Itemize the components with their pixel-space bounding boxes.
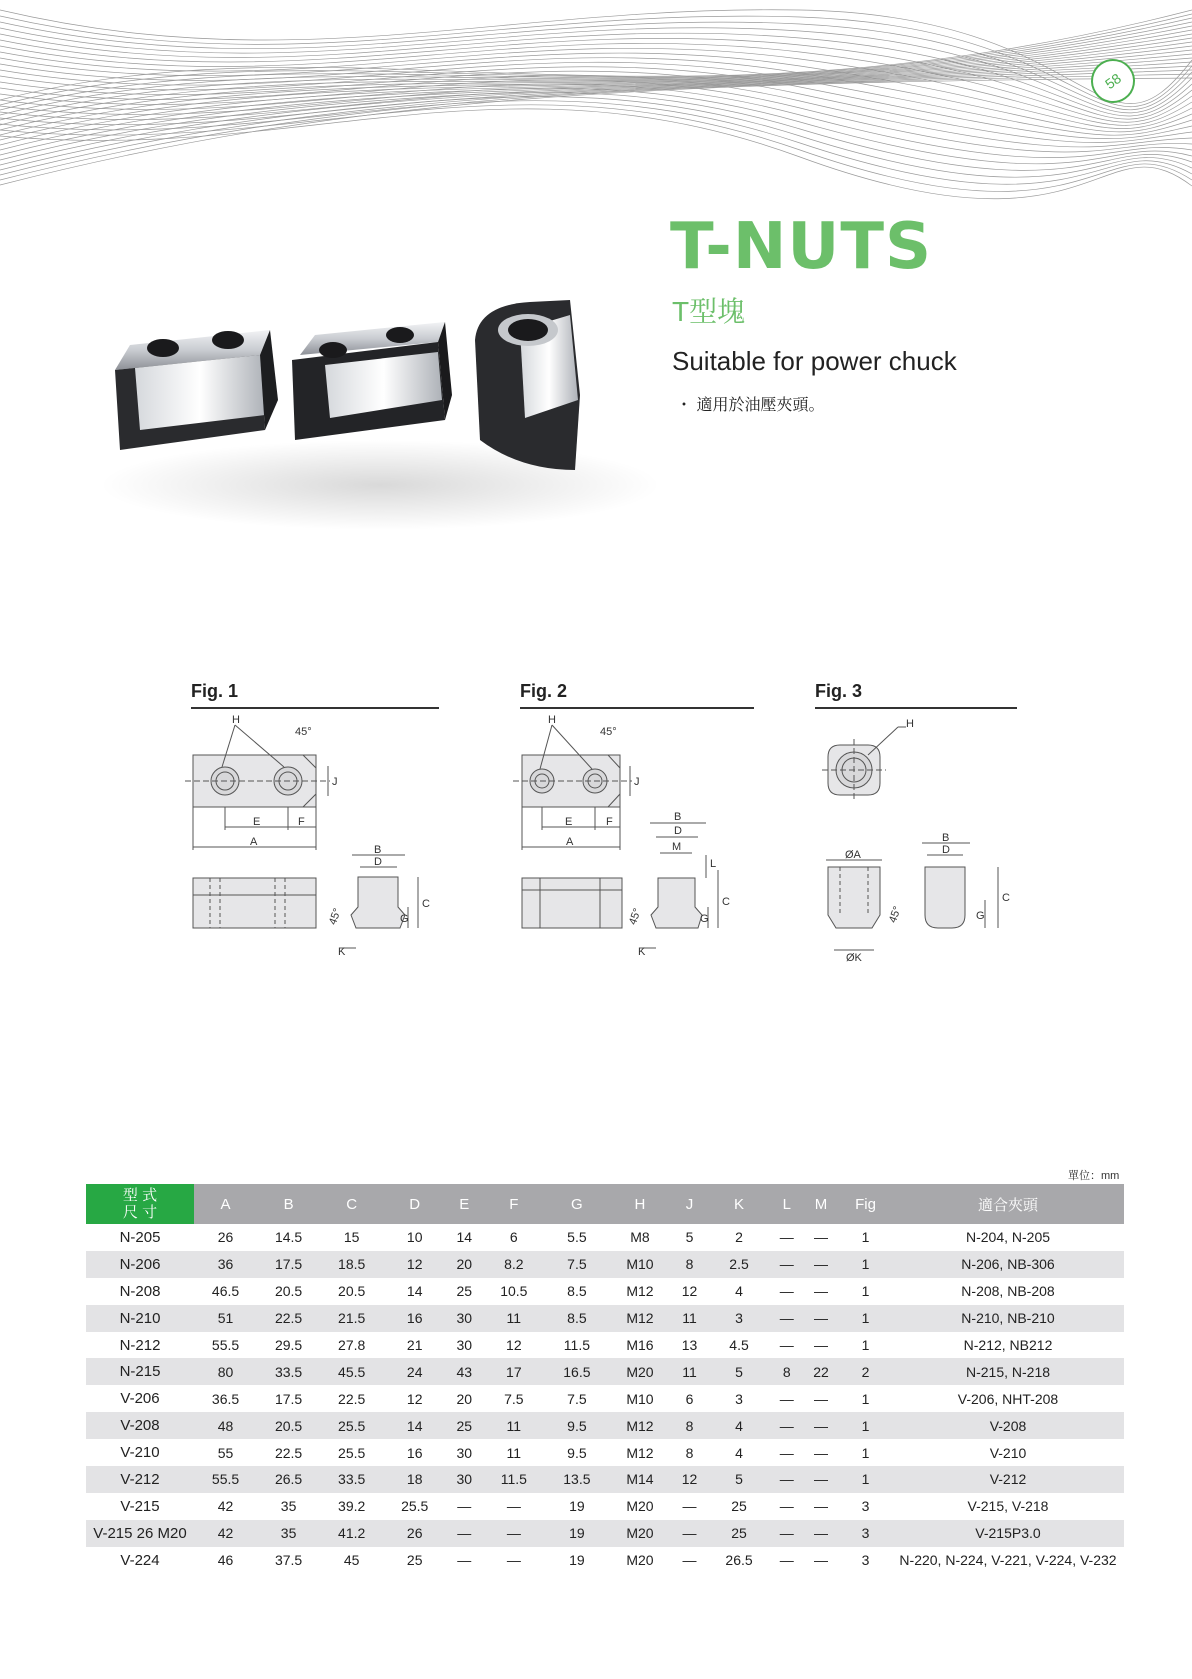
row-model: V-210 [120,1444,160,1462]
table-row [86,1547,1124,1574]
table-cell: 42 [194,1520,257,1547]
col-header-c: C [320,1184,383,1224]
table-cell: 33.5 [320,1466,383,1493]
fig2-label-d: D [674,825,682,837]
table-cell: M12 [626,1444,654,1461]
table-cell: — [813,1498,828,1515]
table-cell: M16 [626,1337,654,1353]
table-cell: 51 [194,1305,257,1332]
table-cell: 1 [861,1283,870,1300]
table-cell: — [813,1283,828,1300]
table-cell: 4.5 [729,1337,749,1353]
fig2-label-e: E [565,816,573,828]
table-cell: N-206, NB-306 [892,1251,1124,1278]
fig2-label-c: C [722,896,730,908]
t-nut-photo-2 [292,322,452,440]
col-header-j: J [671,1184,707,1224]
table-cell: 1 [839,1466,892,1493]
table-cell: 39.2 [338,1498,366,1515]
page-number: 58 [1102,69,1124,93]
table-cell: 5 [708,1358,771,1385]
table-row [86,1412,1124,1439]
table-cell: 1 [839,1412,892,1439]
fig2-label-h: H [548,715,556,726]
table-cell: 11 [482,1412,545,1439]
table-cell: 2.5 [708,1251,771,1278]
wave-line [0,97,1192,178]
fig1-title: Fig. 1 [191,681,239,701]
table-cell: 6 [509,1229,518,1246]
table-cell: 1 [839,1305,892,1332]
t-nut-photo-3 [475,300,580,470]
table-cell: 16 [383,1305,446,1332]
table-corner-header [86,1184,194,1224]
table-cell: V-215, V-218 [967,1498,1049,1515]
fig2-label-angle: 45° [600,726,617,738]
table-cell: 4 [735,1444,743,1461]
col-header-chuck: 適合夾頭 [892,1184,1124,1224]
table-cell: M20 [626,1552,654,1569]
table-cell: 12 [681,1283,698,1300]
fig3-label-g: G [976,910,985,922]
fig2-label-a: A [566,836,574,848]
table-cell: — [682,1498,697,1515]
table-row [86,1439,1124,1466]
table-cell: 45.5 [320,1358,383,1385]
table-cell: V-212 [892,1466,1124,1493]
fig2-label-k: K [638,946,646,958]
table-cell: 30 [456,1444,473,1461]
fig1-label-d: D [374,856,382,868]
table-body [86,1224,1124,1574]
table-cell: — [482,1520,545,1547]
table-cell: — [506,1498,521,1515]
table-cell: N-204, N-205 [965,1229,1051,1246]
table-cell: 11 [671,1358,707,1385]
table-cell: — [803,1305,839,1332]
table-cell: 8 [671,1412,707,1439]
fig3-underline [815,707,1017,709]
table-cell: 11.5 [563,1337,590,1353]
fig2-label-b: B [674,811,682,823]
col-header-f: F [482,1184,545,1224]
wave-line [0,66,1192,170]
table-cell: 8.5 [567,1283,587,1300]
fig1-label-h: H [232,715,240,726]
fig2-label-g: G [700,913,709,925]
table-cell: 46 [217,1552,234,1569]
table-cell: 3 [839,1520,892,1547]
table-cell: 42 [217,1498,234,1515]
table-cell: 3 [861,1498,870,1515]
table-cell: 55 [217,1444,234,1461]
fig2-label-l: L [710,858,717,870]
table-cell: 17 [482,1358,545,1385]
t-nuts-product-photo [100,300,660,560]
table-cell: 30 [446,1305,482,1332]
table-cell: — [457,1552,472,1569]
table-cell: — [779,1390,794,1407]
table-cell: 22.5 [257,1305,320,1332]
row-model: N-215 [86,1358,194,1385]
table-cell: M14 [608,1466,671,1493]
table-cell: — [779,1498,794,1515]
table-cell: M8 [630,1229,650,1246]
table-cell: N-210, NB-210 [892,1305,1124,1332]
table-cell: 7.5 [504,1390,524,1407]
table-row [86,1224,1124,1251]
fig2-label-j: J [634,776,640,788]
table-cell: — [813,1337,828,1353]
table-cell: 1 [861,1337,870,1353]
fig1-label-e: E [253,816,261,828]
table-row [86,1305,1124,1332]
table-cell: 11.5 [482,1466,545,1493]
table-cell: 20.5 [257,1412,320,1439]
table-cell: 55.5 [194,1466,257,1493]
table-cell: 37.5 [274,1552,303,1569]
table-cell: 33.5 [257,1358,320,1385]
table-cell: 1 [839,1251,892,1278]
table-cell: 15 [343,1229,360,1246]
table-cell: 3 [861,1552,870,1569]
table-cell: 22.5 [274,1444,303,1461]
fig3-label-d: D [942,844,950,856]
table-cell: 18.5 [320,1251,383,1278]
table-cell: 8.5 [545,1305,608,1332]
col-header-e: E [446,1184,482,1224]
table-cell: — [813,1390,828,1407]
table-cell: — [771,1466,803,1493]
table-cell: M20 [626,1498,654,1515]
t-nut-photo-1 [115,330,278,450]
product-note: ・ 適用於油壓夾頭。 [676,397,825,414]
row-model: V-215 [120,1497,160,1515]
wave-line [0,109,1192,199]
table-cell: 7.5 [567,1390,587,1407]
table-cell: 9.5 [567,1444,587,1461]
table-cell: N-208, NB-208 [961,1283,1055,1300]
table-cell: 17.5 [257,1251,320,1278]
fig1-label-angle: 45° [295,726,312,738]
table-cell: 3 [708,1305,771,1332]
table-cell: 29.5 [274,1337,303,1353]
row-model: N-205 [119,1228,161,1246]
row-model: V-206 [120,1390,160,1408]
col-header-l: L [771,1184,803,1224]
fig3-label-b: B [942,832,950,844]
table-cell: M12 [608,1412,671,1439]
table-cell: 22 [803,1358,839,1385]
table-cell: — [771,1520,803,1547]
table-cell: 48 [194,1412,257,1439]
table-cell: 26 [217,1229,234,1246]
table-cell: — [771,1251,803,1278]
table-cell: — [803,1520,839,1547]
row-model: V-215 26 M20 [86,1520,194,1547]
table-cell: 5.5 [567,1229,587,1246]
fig1-label-g: G [400,913,409,925]
table-cell: 55.5 [211,1337,240,1353]
fig1-label-j: J [332,776,338,788]
table-row [86,1493,1124,1520]
table-cell: 36.5 [211,1390,240,1407]
wave-line [0,33,1192,116]
row-model: V-224 [120,1551,160,1569]
t-nut-spec-table [86,1184,1124,1574]
table-cell: 25.5 [401,1498,429,1515]
fig1-label-angle-bottom: 45° [326,906,344,927]
fig2-label-f: F [606,816,613,828]
col-header-a: A [194,1184,257,1224]
fig3-label-da: ØA [845,849,861,861]
table-cell: 16.5 [545,1358,608,1385]
decorative-wave-lines [0,0,1192,210]
table-cell: 20 [456,1390,473,1407]
table-cell: 20.5 [338,1283,366,1300]
table-cell: — [682,1552,697,1569]
fig3-label-dk: ØK [846,952,862,964]
table-cell: — [779,1283,794,1300]
table-cell: 20 [446,1251,482,1278]
table-cell: 35 [257,1520,320,1547]
table-cell: 21.5 [320,1305,383,1332]
table-cell: 8 [771,1358,803,1385]
table-cell: 7.5 [545,1251,608,1278]
col-header-k: K [708,1184,771,1224]
table-cell: 2 [735,1229,743,1246]
table-cell: 1 [861,1390,870,1407]
table-cell: 12 [383,1251,446,1278]
table-cell: 22.5 [338,1390,366,1407]
table-cell: — [671,1520,707,1547]
table-row [86,1278,1124,1305]
table-cell: M10 [626,1390,654,1407]
fig1-underline [191,707,439,709]
table-cell: 19 [569,1552,585,1569]
row-model: N-212 [119,1336,161,1354]
table-cell: 25.5 [338,1444,366,1461]
table-cell: — [803,1412,839,1439]
product-tagline: Suitable for power chuck [672,346,957,376]
fig3-label-angle: 45° [886,904,904,925]
table-cell: — [446,1520,482,1547]
table-cell: 10 [406,1229,423,1246]
table-cell: V-208 [892,1412,1124,1439]
table-cell: 3 [735,1390,743,1407]
table-cell: 1 [861,1444,870,1461]
table-cell: — [779,1337,794,1353]
table-cell: 1 [861,1229,870,1246]
table-cell: 25 [708,1520,771,1547]
table-cell: 35 [280,1498,297,1515]
table-cell: 12 [671,1466,707,1493]
table-cell: 14.5 [274,1229,303,1246]
table-cell: — [813,1229,828,1246]
table-cell: — [803,1251,839,1278]
table-cell: — [779,1229,794,1246]
table-cell: 80 [194,1358,257,1385]
table-cell: 24 [383,1358,446,1385]
table-cell: 12 [406,1390,423,1407]
wave-line [0,18,1192,110]
table-cell: 11 [506,1444,522,1461]
fig1-label-f: F [298,816,305,828]
fig1-label-a: A [250,836,258,848]
table-cell: 5 [685,1229,694,1246]
table-cell: 25.5 [320,1412,383,1439]
table-cell: 16 [406,1444,423,1461]
table-cell: — [771,1305,803,1332]
table-cell: — [779,1444,794,1461]
fig3-title: Fig. 3 [815,681,863,701]
table-cell: V-215P3.0 [892,1520,1124,1547]
table-cell: 19 [545,1520,608,1547]
table-cell: 36 [194,1251,257,1278]
table-cell: 11 [482,1305,545,1332]
table-cell: — [813,1552,828,1569]
corner-line1: 型 式 [122,1187,158,1204]
table-cell: 11 [671,1305,707,1332]
table-cell: 18 [383,1466,446,1493]
table-cell: 26 [383,1520,446,1547]
table-cell: 27.8 [338,1337,366,1353]
table-cell: 19 [569,1498,585,1515]
fig1-label-k: K [338,946,346,958]
col-header-d: D [383,1184,446,1224]
row-model: V-212 [86,1466,194,1493]
row-model: N-208 [119,1282,161,1300]
table-cell: M12 [608,1305,671,1332]
table-cell: — [813,1444,828,1461]
table-cell: — [779,1552,794,1569]
table-cell: 17.5 [274,1390,303,1407]
table-cell: 41.2 [320,1520,383,1547]
row-model: N-210 [86,1305,194,1332]
unit-label: 單位：mm [1068,1170,1120,1182]
table-cell: 8.2 [482,1251,545,1278]
fig2-title: Fig. 2 [520,681,568,701]
page-title: T-NUTS [670,210,933,284]
table-cell: 25 [406,1552,423,1569]
table-row [86,1466,1124,1493]
table-header-row [86,1184,1124,1224]
table-cell: 9.5 [545,1412,608,1439]
table-cell: 25 [446,1412,482,1439]
wave-line [0,78,1192,185]
wave-line [0,62,1192,135]
col-header-b: B [257,1184,320,1224]
table-cell: M20 [608,1358,671,1385]
table-cell: — [771,1412,803,1439]
table-cell: 14 [456,1229,473,1246]
table-row [86,1251,1124,1278]
table-cell: 43 [446,1358,482,1385]
table-cell: 30 [456,1337,473,1353]
table-row [86,1385,1124,1412]
table-row [86,1520,1124,1547]
table-cell: 10.5 [500,1283,528,1300]
table-cell: 8 [685,1444,694,1461]
table-cell: V-210 [989,1444,1027,1461]
table-cell: N-212, NB212 [963,1337,1053,1353]
col-header-fig: Fig [839,1184,892,1224]
table-cell: N-215, N-218 [892,1358,1124,1385]
table-cell: 30 [446,1466,482,1493]
table-cell: 21 [406,1337,423,1353]
table-cell: M10 [608,1251,671,1278]
fig2-drawing [510,715,790,965]
table-cell: 6 [685,1390,694,1407]
table-cell: 2 [839,1358,892,1385]
table-cell: 46.5 [211,1283,240,1300]
table-row [86,1332,1124,1359]
table-cell: 45 [343,1552,360,1569]
table-cell: 26.5 [725,1552,753,1569]
table-cell: — [457,1498,472,1515]
table-cell: M12 [626,1283,654,1300]
table-cell: — [506,1552,521,1569]
fig1-label-c: C [422,898,430,910]
wave-line [0,105,1192,192]
table-cell: 12 [506,1337,522,1353]
col-header-h: H [608,1184,671,1224]
row-model: V-208 [86,1412,194,1439]
table-cell: 4 [708,1412,771,1439]
table-cell: V-206, NHT-208 [957,1390,1059,1407]
fig3-label-c: C [1002,892,1010,904]
table-cell: 26.5 [257,1466,320,1493]
table-cell: 4 [735,1283,743,1300]
fig1-drawing [180,715,460,965]
table-cell: 8 [671,1251,707,1278]
fig1-label-b: B [374,844,382,856]
table-cell: 13 [681,1337,698,1353]
table-cell: M20 [608,1520,671,1547]
table-cell: 25 [456,1283,473,1300]
table-cell: 20.5 [274,1283,303,1300]
row-model: N-206 [86,1251,194,1278]
table-cell: — [803,1466,839,1493]
col-header-m: M [803,1184,839,1224]
fig2-underline [520,707,754,709]
col-header-g: G [545,1184,608,1224]
fig2-label-angle-bottom: 45° [626,906,644,927]
fig3-label-h: H [906,718,914,730]
table-cell: 25 [731,1498,747,1515]
table-cell: 14 [406,1283,423,1300]
page-subtitle-cn: T型塊 [672,296,746,327]
table-cell: N-220, N-224, V-221, V-224, V-232 [899,1552,1117,1569]
fig3-drawing [810,715,1030,975]
table-cell: 13.5 [545,1466,608,1493]
wave-line [0,34,1192,130]
table-row [86,1358,1124,1385]
fig2-label-m: M [672,841,682,853]
table-cell: 14 [383,1412,446,1439]
table-cell: 5 [708,1466,771,1493]
corner-line2: 尺 寸 [122,1204,158,1221]
